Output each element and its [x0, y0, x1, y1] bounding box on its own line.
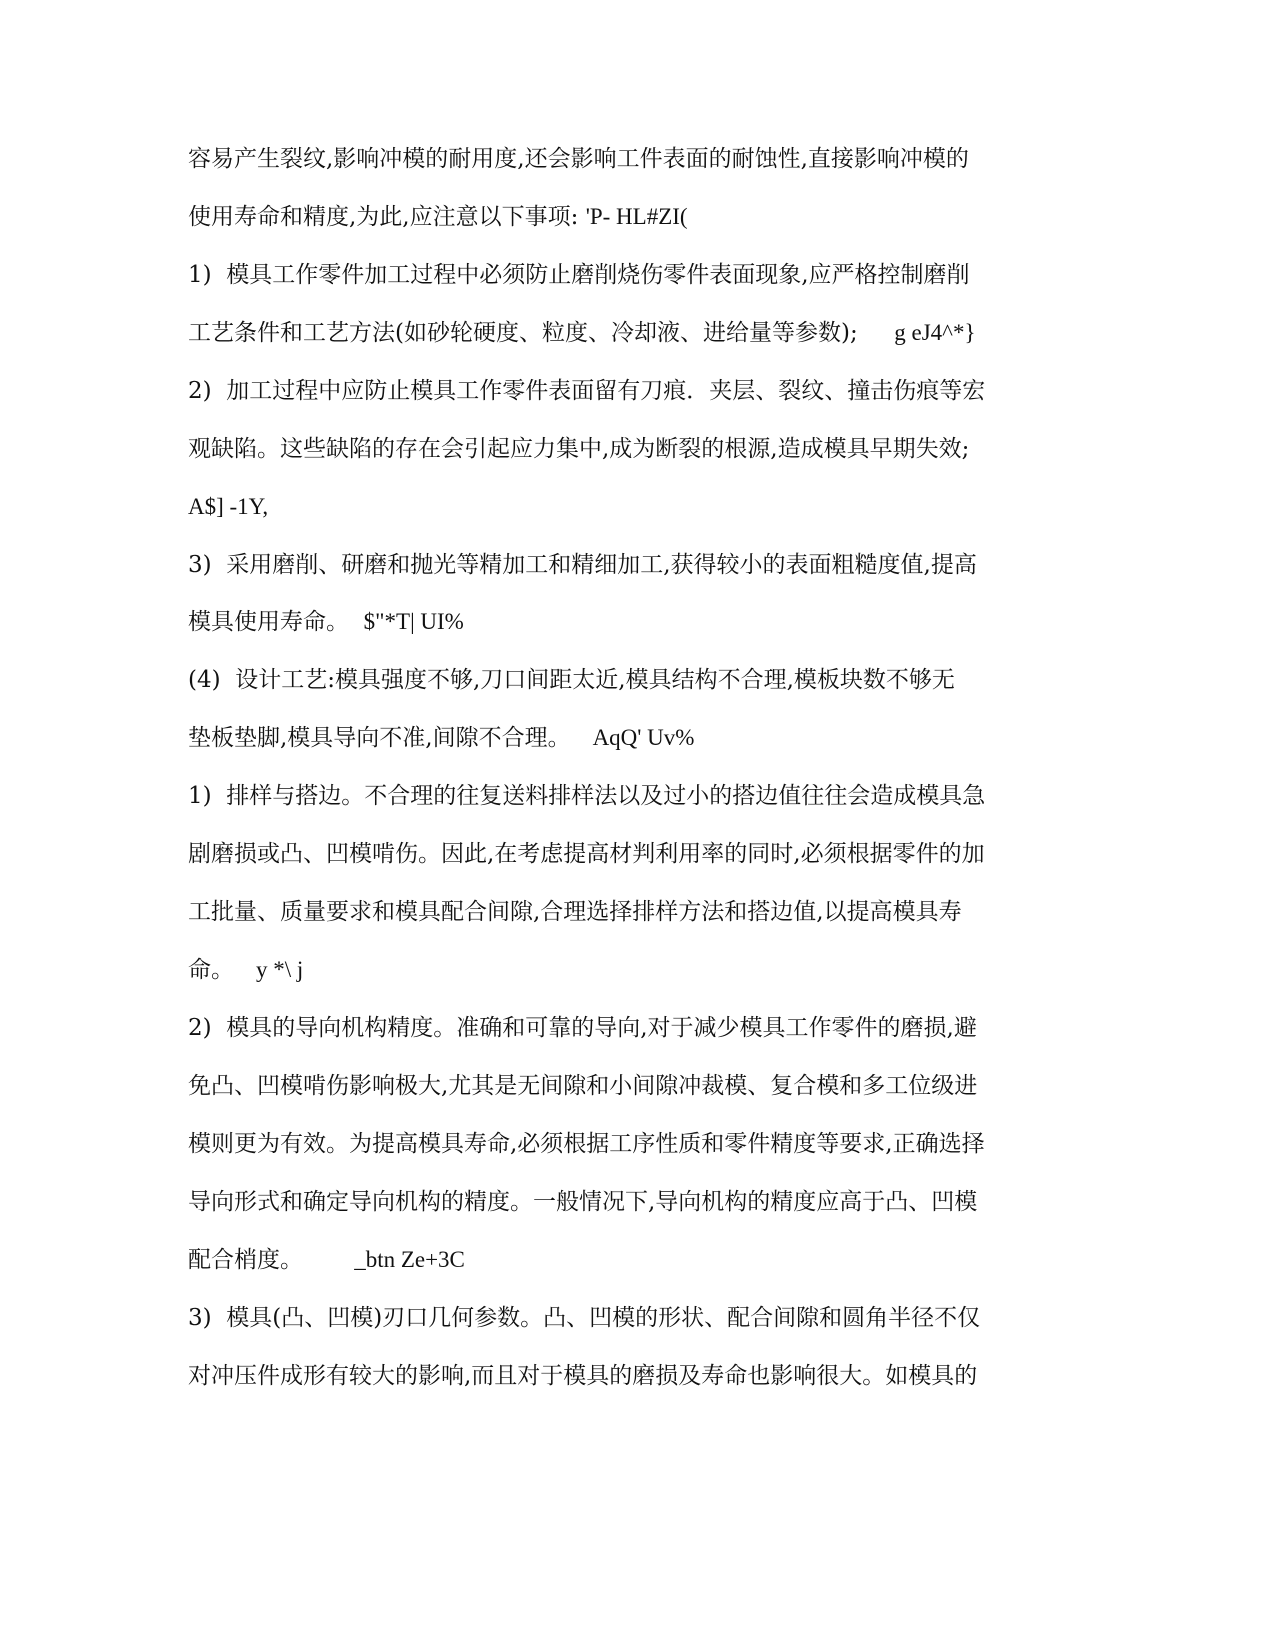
- text-line: 1) 模具工作零件加工过程中必须防止磨削烧伤零件表面现象,应严格控制磨削: [188, 262, 970, 288]
- text-line: 模具使用寿命。 $"*T| UI%: [188, 609, 464, 635]
- text-line: 使用寿命和精度,为此,应注意以下事项: 'P- HL#ZI(: [188, 204, 688, 230]
- text-line: 对冲压件成形有较大的影响,而且对于模具的磨损及寿命也影响很大。如模具的: [188, 1363, 978, 1389]
- text-line: 命。 y *\ j: [188, 957, 304, 983]
- text-line: A$] -1Y,: [188, 494, 269, 519]
- text-line: 模则更为有效。为提高模具寿命,必须根据工序性质和零件精度等要求,正确选择: [188, 1131, 985, 1157]
- text-line: 3) 模具(凸、凹模)刃口几何参数。凸、凹模的形状、配合间隙和圆角半径不仅: [188, 1305, 981, 1331]
- text-line: 剧磨损或凸、凹模啃伤。因此,在考虑提高材判利用率的同时,必须根据零件的加: [188, 841, 985, 867]
- text-line: 免凸、凹模啃伤影响极大,尤其是无间隙和小间隙冲裁模、复合模和多工位级进: [188, 1073, 978, 1099]
- text-line: 2) 模具的导向机构精度。准确和可靠的导向,对于减少模具工作零件的磨损,避: [188, 1015, 977, 1041]
- text-line: 观缺陷。这些缺陷的存在会引起应力集中,成为断裂的根源,造成模具早期失效;: [188, 436, 970, 462]
- text-line: 导向形式和确定导向机构的精度。一般情况下,导向机构的精度应高于凸、凹模: [188, 1189, 978, 1215]
- text-line: 容易产生裂纹,影响冲模的耐用度,还会影响工件表面的耐蚀性,直接影响冲模的: [188, 146, 969, 172]
- text-line: 工批量、质量要求和模具配合间隙,合理选择排样方法和搭边值,以提高模具寿: [188, 899, 962, 925]
- text-line: 工艺条件和工艺方法(如砂轮硬度、粒度、冷却液、进给量等参数); g eJ4^*}: [188, 320, 976, 346]
- text-line: 1) 排样与搭边。不合理的往复送料排样法以及过小的搭边值往往会造成模具急: [188, 783, 986, 809]
- text-line: (4) 设计工艺:模具强度不够,刀口间距太近,模具结构不合理,模板块数不够无: [188, 667, 955, 693]
- text-line: 3) 采用磨削、研磨和抛光等精加工和精细加工,获得较小的表面粗糙度值,提高: [188, 552, 977, 578]
- text-line: 配合梢度。 _btn Ze+3C: [188, 1247, 465, 1273]
- text-line: 垫板垫脚,模具导向不准,间隙不合理。 AqQ' Uv%: [188, 725, 695, 751]
- text-line: 2) 加工过程中应防止模具工作零件表面留有刀痕．夹层、裂纹、撞击伤痕等宏: [188, 378, 986, 404]
